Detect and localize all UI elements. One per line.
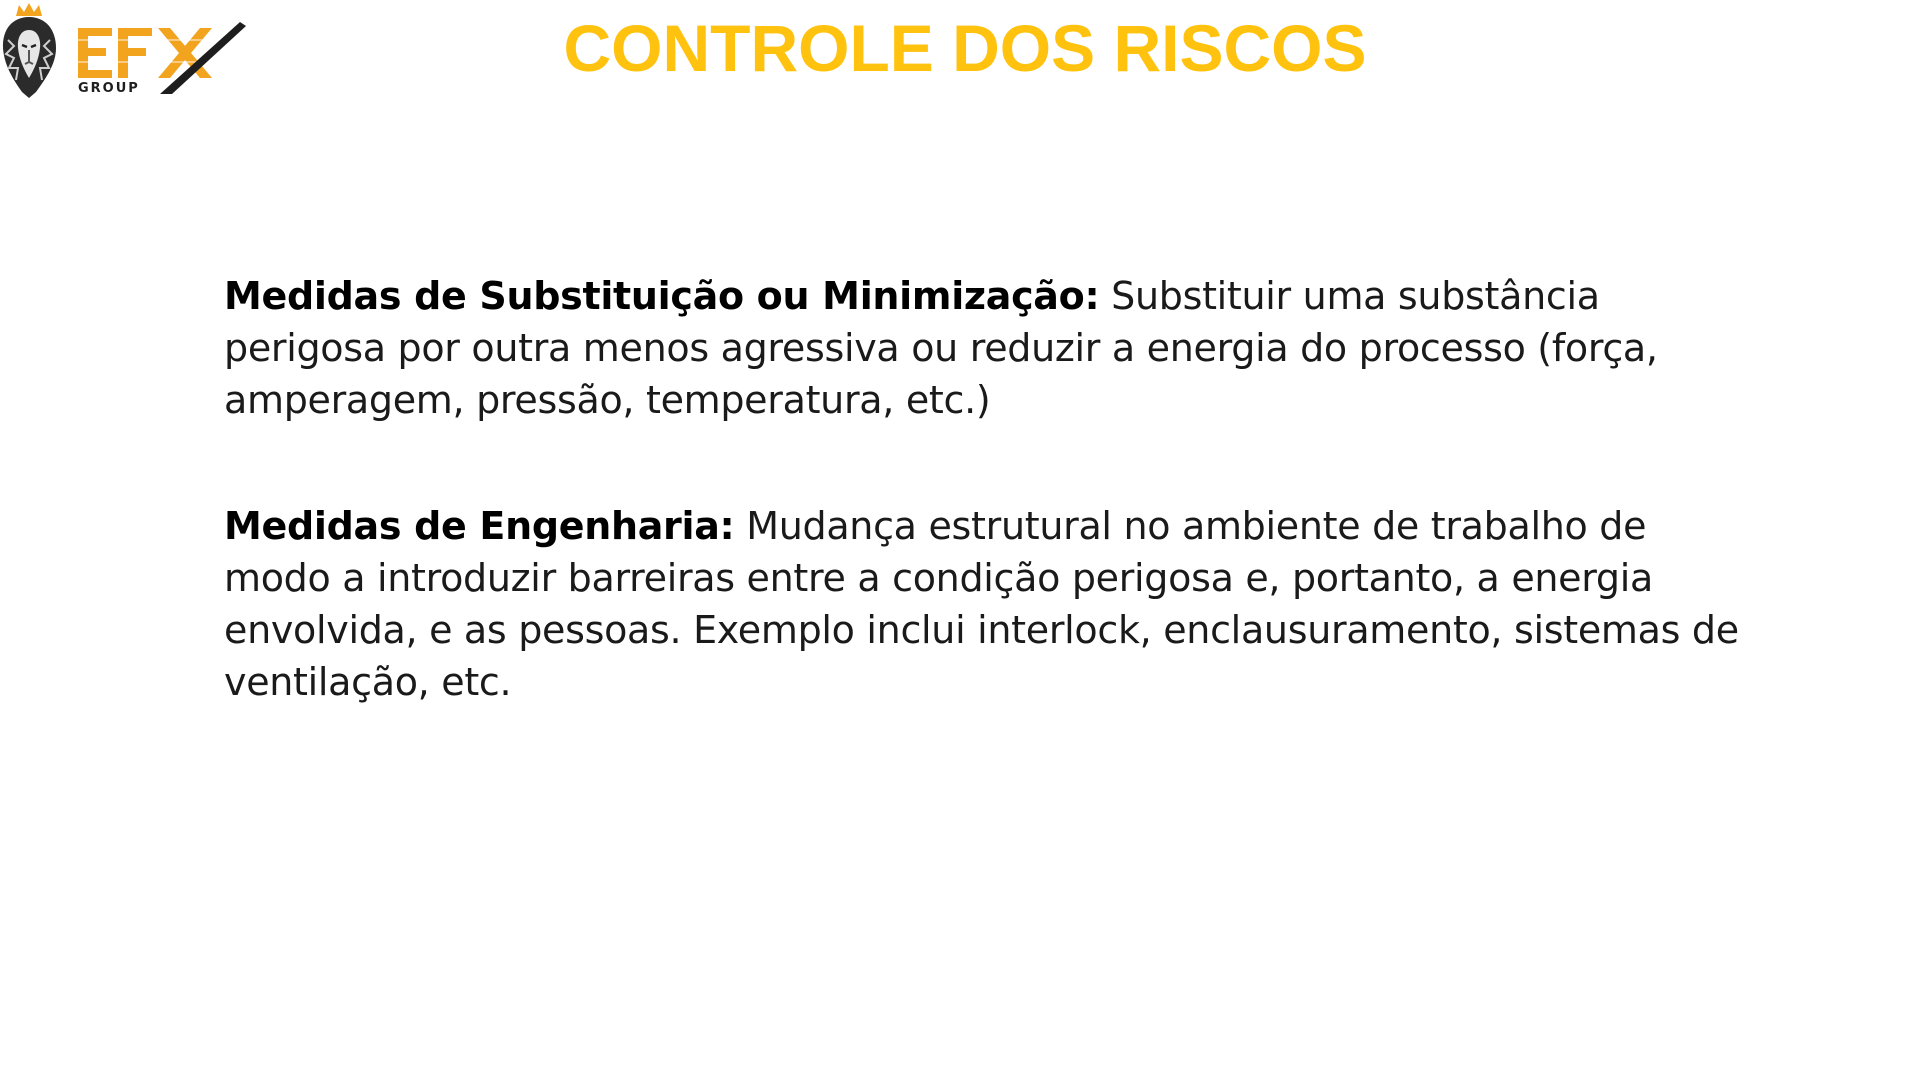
content-body <box>224 270 1764 708</box>
paragraph-heading: Medidas de Engenharia: <box>224 504 735 548</box>
paragraph-text: Substituir uma substância perigosa por outra menos agressiva ou reduzir a energia do processo (força, amperagem, pressão, temperatura, etc.) <box>224 274 1658 422</box>
paragraph-engineering <box>224 500 1764 708</box>
paragraph-heading: Medidas de Substituição ou Minimização: <box>224 274 1100 318</box>
logo-group-text: GROUP <box>78 81 140 96</box>
page-title: CONTROLE DOS RISCOS <box>563 11 1367 85</box>
paragraph-text: Mudança estrutural no ambiente de trabalho de modo a introduzir barreiras entre a condição perigosa e, portanto, a energia envolvida, e as pessoas. Exemplo inclui interlock, enclausuramento, sistemas de ventilação, etc. <box>224 504 1739 704</box>
paragraph-substitution <box>224 270 1764 426</box>
